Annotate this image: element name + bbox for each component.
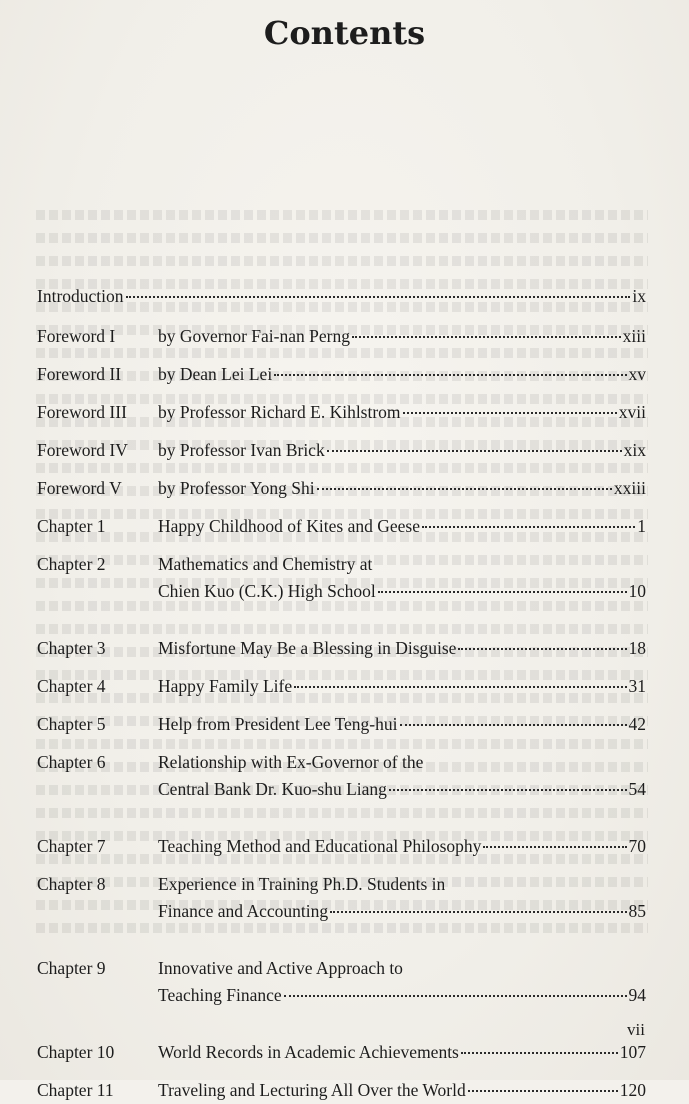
dot-leader [468, 1090, 618, 1092]
toc-entry-label: Chapter 4 [37, 676, 106, 696]
toc-entry[interactable] [37, 1077, 646, 1104]
toc-entry[interactable] [37, 711, 646, 738]
toc-entry-label: Foreword IV [37, 440, 128, 460]
toc-entry-label: Foreword III [37, 402, 127, 422]
toc-entry-title [158, 871, 646, 925]
toc-page-number: xxiii [613, 478, 646, 498]
toc-entry[interactable] [37, 833, 646, 860]
toc-entry-title [158, 399, 646, 426]
toc-entry[interactable] [37, 871, 646, 925]
toc-entry-label: Chapter 9 [37, 958, 106, 978]
toc-entry[interactable] [37, 399, 646, 426]
toc-title-line: Teaching Finance [158, 985, 282, 1005]
toc-entry-label: Foreword V [37, 478, 122, 498]
toc-title-line: Finance and Accounting [158, 901, 329, 921]
toc-title-line: Innovative and Active Approach to [158, 958, 403, 978]
dot-leader [274, 374, 626, 376]
toc-page-number: xv [628, 364, 646, 384]
toc-title-line: Mathematics and Chemistry at [158, 554, 373, 574]
toc-entry-title [158, 1077, 646, 1104]
toc-entry-title [158, 749, 646, 803]
toc-entry-label: Chapter 11 [37, 1080, 114, 1100]
dot-leader [403, 412, 617, 414]
toc-title-line: Misfortune May Be a Blessing in Disguise [158, 638, 457, 658]
toc-page-number: 94 [628, 985, 646, 1005]
toc-page-number: 120 [619, 1080, 646, 1100]
toc-entry-title [37, 283, 646, 310]
toc-entry-title [158, 323, 646, 350]
toc-page-number: 10 [628, 581, 646, 601]
toc-title-line: by Professor Ivan Brick [158, 440, 325, 460]
toc-title-line: Relationship with Ex-Governor of the [158, 752, 424, 772]
dot-leader [389, 789, 627, 791]
toc-entry[interactable] [37, 513, 646, 540]
dot-leader [317, 488, 612, 490]
toc-title-line: Traveling and Lecturing All Over the World [158, 1080, 466, 1100]
toc-entry-title [158, 673, 646, 700]
toc-page-number: 42 [628, 714, 646, 734]
toc-entry-title [158, 1039, 646, 1066]
dot-leader [330, 911, 626, 913]
toc-entry[interactable] [37, 551, 646, 605]
page-number: vii [627, 1020, 645, 1039]
toc-entry[interactable] [37, 437, 646, 464]
toc-entry[interactable] [37, 323, 646, 350]
toc-entry-label: Chapter 7 [37, 836, 106, 856]
toc-entry-label: Foreword II [37, 364, 122, 384]
toc-title-line: World Records in Academic Achievements [158, 1042, 459, 1062]
toc-title-line: Teaching Method and Educational Philosophy [158, 836, 482, 856]
toc-title-line: by Dean Lei Lei [158, 364, 273, 384]
toc-entry[interactable] [37, 283, 646, 310]
toc-entry-title [158, 711, 646, 738]
dot-leader [327, 450, 622, 452]
toc-page-number: 54 [628, 779, 646, 799]
toc-page-number: 107 [619, 1042, 646, 1062]
dot-leader [126, 296, 631, 298]
toc-entry[interactable] [37, 1039, 646, 1066]
dot-leader [284, 995, 627, 997]
toc-entry[interactable] [37, 749, 646, 803]
toc-page-number: 18 [628, 638, 646, 658]
toc-entry-title [158, 361, 646, 388]
dot-leader [483, 846, 626, 848]
toc-entry-label: Chapter 5 [37, 714, 106, 734]
toc-entry-label: Chapter 1 [37, 516, 106, 536]
toc-title-line: Chien Kuo (C.K.) High School [158, 581, 376, 601]
toc-entry-label: Chapter 10 [37, 1042, 115, 1062]
toc-title-line: Experience in Training Ph.D. Students in [158, 874, 446, 894]
toc-page-number: xiii [622, 326, 646, 346]
toc-page-number: 1 [637, 516, 646, 536]
toc-page-number: xix [623, 440, 646, 460]
toc-entry[interactable] [37, 635, 646, 662]
toc-page-number: xvii [618, 402, 646, 422]
toc-page-number: 85 [628, 901, 646, 921]
dot-leader [461, 1052, 618, 1054]
dot-leader [294, 686, 626, 688]
toc-entry-title [158, 437, 646, 464]
dot-leader [378, 591, 627, 593]
toc-entry-label: Chapter 2 [37, 554, 106, 574]
toc-title-line: Central Bank Dr. Kuo-shu Liang [158, 779, 387, 799]
toc-title-line: Help from President Lee Teng-hui [158, 714, 398, 734]
toc-title-line: Happy Childhood of Kites and Geese [158, 516, 420, 536]
toc-title-line: by Professor Richard E. Kihlstrom [158, 402, 401, 422]
toc-title-line: Introduction [37, 286, 124, 306]
toc-entry[interactable] [37, 475, 646, 502]
toc-page-number: 31 [628, 676, 646, 696]
toc-page-number: ix [632, 286, 646, 306]
toc-title-line: Happy Family Life [158, 676, 293, 696]
toc-entry-label: Chapter 3 [37, 638, 106, 658]
toc-entry-label: Foreword I [37, 326, 116, 346]
toc-entry-title [158, 833, 646, 860]
dot-leader [400, 724, 627, 726]
dot-leader [352, 336, 621, 338]
toc-entry-title [158, 635, 646, 662]
dot-leader [458, 648, 626, 650]
toc-page-number: 70 [628, 836, 646, 856]
toc-entry[interactable] [37, 955, 646, 1009]
toc-entry-label: Chapter 6 [37, 752, 106, 772]
toc-entry-title [158, 513, 646, 540]
dot-leader [422, 526, 635, 528]
toc-title-line: by Governor Fai-nan Perng [158, 326, 350, 346]
toc-entry[interactable] [37, 673, 646, 700]
toc-entry-label: Chapter 8 [37, 874, 106, 894]
toc-entry[interactable] [37, 361, 646, 388]
toc-entry-title [158, 475, 646, 502]
page-title: Contents [263, 14, 426, 52]
toc-entry-title [158, 551, 646, 605]
toc-title-line: by Professor Yong Shi [158, 478, 315, 498]
toc-entry-title [158, 955, 646, 1009]
